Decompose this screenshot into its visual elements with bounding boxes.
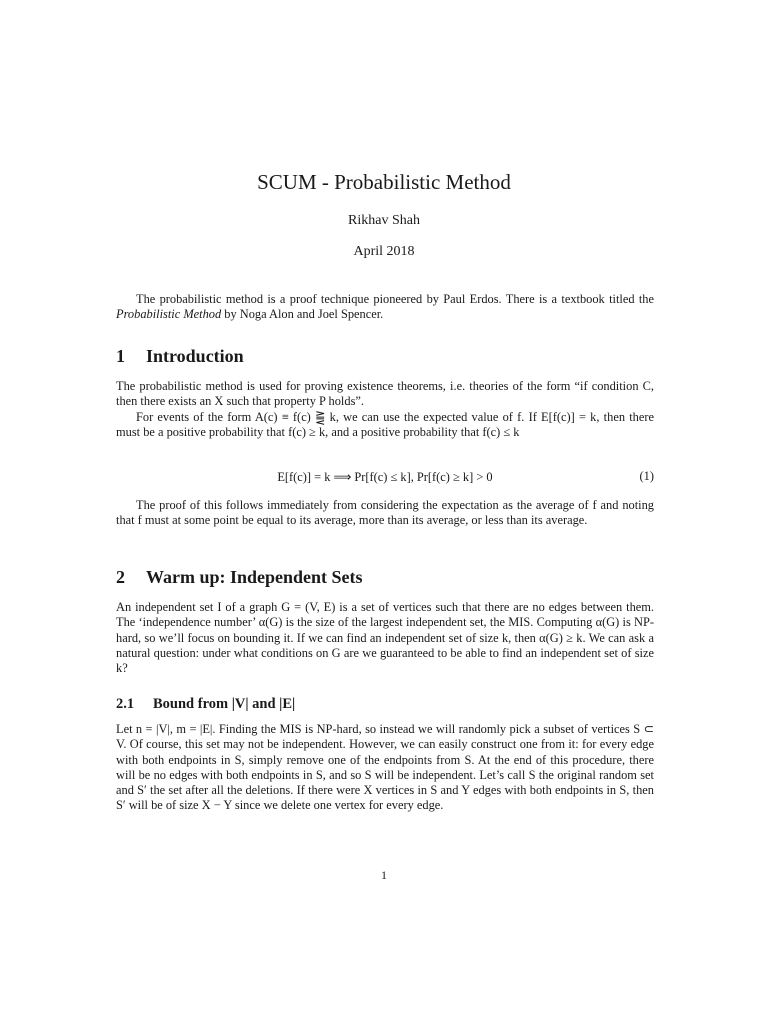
- section-number: 2: [116, 567, 125, 587]
- section-number: 1: [116, 346, 125, 366]
- intro-paragraph-3: The proof of this follows immediately from considering the expectation as the average of f and noting that f must at some point be equal to its average, more than its average, or less than its average.: [116, 498, 654, 528]
- book-title: Probabilistic Method: [116, 307, 222, 322]
- section-heading-introduction: [116, 346, 244, 367]
- section-title: Introduction: [146, 346, 244, 366]
- bound-paragraph: Let n = |V|, m = |E|. Finding the MIS is NP-hard, so instead we will randomly pick a subset of vertices S ⊂ V. Of course, this set may not be independent. However, we can easily construct one from it: for every edge with both endpoints in S, simply remove one of the endpoints from S. At the end of this procedure, there will be no edges with both endpoints in S, and so S will be independent. Let’s call S the original random set and S′ the set after all the deletions. If there were X vertices in S and Y edges with both endpoints in S, then S′ will be of size X − Y since we delete one vertex for every edge.: [116, 722, 654, 813]
- page-number: 1: [381, 868, 387, 882]
- warm-up-paragraph: An independent set I of a graph G = (V, E) is a set of vertices such that there are no edges between them. The ‘independence number’ α(G) is the size of the largest independent set, the MIS. Computing α(G) is NP-hard, so we’ll focus on bounding it. If we can find an independent set of size k, then α(G) ≥ k. We can ask a natural question: under what conditions on G are we guaranteed to be able to find an independent set of size k?: [116, 600, 654, 676]
- intro-paragraph-2: For events of the form A(c) ≡ f(c) ⪌ k, we can use the expected value of f. If E[f(c)] = k, then there must be a positive probability that f(c) ≥ k, and a positive probability that f(c) ≤ k: [116, 410, 654, 440]
- subsection-heading-bound: [116, 696, 295, 713]
- section-heading-warm-up: [116, 567, 363, 588]
- abstract-text-end: by Noga Alon and Joel Spencer.: [221, 307, 384, 322]
- subsection-title: Bound from |V| and |E|: [153, 696, 296, 712]
- page-title: SCUM - Probabilistic Method: [257, 170, 511, 194]
- intro-paragraph-1: The probabilistic method is used for proving existence theorems, i.e. theories of the form “if condition C, then there exists an X such that property P holds”.: [116, 379, 654, 409]
- abstract-text-start: The probabilistic method is a proof technique pioneered by Paul Erdos. There is a textbook titled the: [136, 292, 654, 306]
- abstract-paragraph: [116, 292, 654, 323]
- section-title: Warm up: Independent Sets: [146, 567, 363, 587]
- equation-number: (1): [639, 469, 654, 483]
- author-name: Rikhav Shah: [348, 213, 420, 228]
- subsection-number: 2.1: [116, 696, 135, 712]
- document-date: April 2018: [353, 244, 415, 259]
- equation-body: E[f(c)] = k ⟹ Pr[f(c) ≤ k], Pr[f(c) ≥ k] > 0: [277, 470, 493, 484]
